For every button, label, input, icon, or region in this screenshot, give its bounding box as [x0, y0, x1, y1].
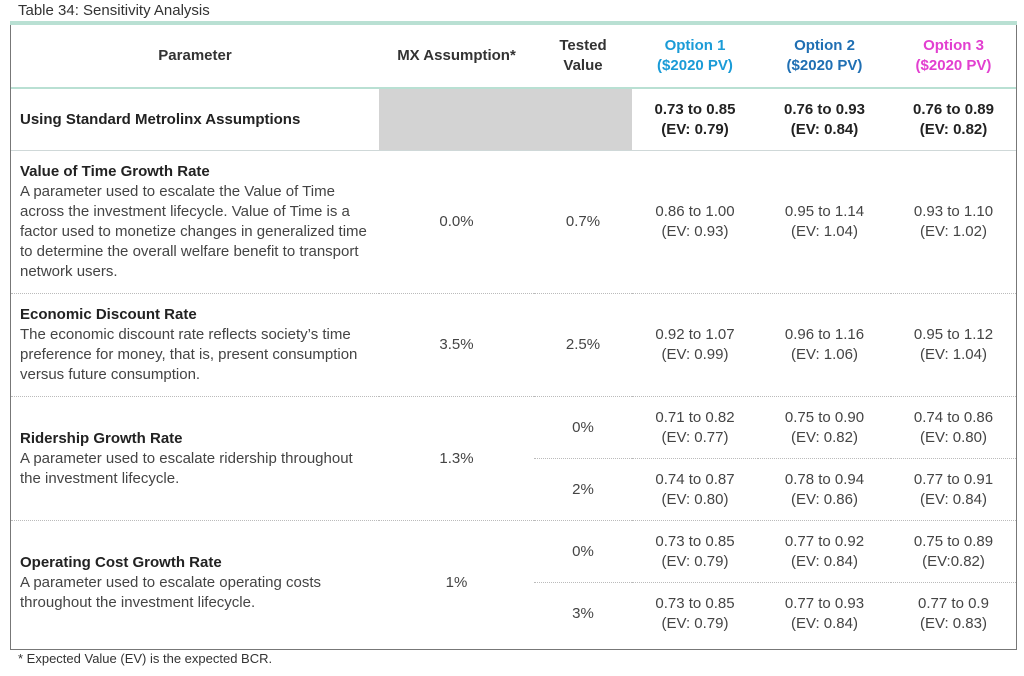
header-tested-line1: Tested	[559, 37, 607, 54]
cell-option-1: 0.74 to 0.87 (EV: 0.80)	[632, 459, 758, 521]
cell-option-1: 0.92 to 1.07 (EV: 0.99)	[632, 294, 758, 397]
cell-option-1: 0.71 to 0.82 (EV: 0.77)	[632, 397, 758, 459]
table-row	[11, 294, 1016, 397]
cell-option-3: 0.93 to 1.10 (EV: 1.02)	[891, 151, 1016, 294]
header-option-3-line2: ($2020 PV)	[915, 57, 992, 74]
cell-option-1: 0.86 to 1.00 (EV: 0.93)	[632, 151, 758, 294]
cell-tested-value: 0.7%	[534, 151, 632, 294]
header-tested-line2: Value	[563, 57, 603, 74]
cell-option-2: 0.95 to 1.14 (EV: 1.04)	[758, 151, 891, 294]
cell-option-2: 0.77 to 0.92 (EV: 0.84)	[758, 521, 891, 583]
cell-option-3: 0.77 to 0.9 (EV: 0.83)	[918, 594, 989, 632]
cell-option-1: 0.73 to 0.85 (EV: 0.79)	[632, 88, 758, 151]
parameter-title: Value of Time Growth Rate	[20, 163, 210, 180]
parameter-description	[11, 521, 379, 645]
table-row	[11, 397, 1016, 459]
header-option-2-line1: Option 2	[794, 37, 855, 54]
cell-mx-assumption: 0.0%	[379, 151, 534, 294]
cell-option-2: 0.76 to 0.93 (EV: 0.84)	[758, 88, 891, 151]
parameter-body: A parameter used to escalate the Value of Time across the investment lifecycle. Value of Time is a factor used to monetize changes in generalized time to determine the overall welfare benefit to transport network users.	[20, 183, 367, 280]
table-row	[11, 521, 1016, 583]
header-option-1-line1: Option 1	[664, 37, 726, 54]
cell-option-2: 0.78 to 0.94 (EV: 0.86)	[758, 459, 891, 521]
header-option-2	[758, 25, 891, 88]
header-option-3-line1: Option 3	[923, 37, 984, 54]
parameter-body: The economic discount rate reflects society’s time preference for money, that is, present consumption versus future consumption.	[20, 326, 358, 383]
cell-tested-value: 2%	[534, 459, 632, 521]
cell-option-3: 0.76 to 0.89 (EV: 0.82)	[891, 88, 1016, 151]
parameter-title: Ridership Growth Rate	[20, 429, 183, 447]
cell-option-2: 0.77 to 0.93 (EV: 0.84)	[784, 594, 865, 632]
header-mx-assumption: MX Assumption*	[379, 25, 534, 88]
grey-cell	[379, 88, 632, 151]
header-option-1	[632, 25, 758, 88]
cell-tested-value: 3%	[572, 604, 594, 622]
cell-option-3: 0.74 to 0.86 (EV: 0.80)	[891, 397, 1016, 459]
table-caption: Table 34: Sensitivity Analysis	[18, 2, 210, 19]
table-row	[11, 88, 1016, 151]
cell-option-3: 0.75 to 0.89 (EV:0.82)	[891, 521, 1016, 583]
header-parameter: Parameter	[11, 25, 379, 88]
cell-option-2: 0.75 to 0.90 (EV: 0.82)	[758, 397, 891, 459]
cell-tested-value: 0%	[534, 397, 632, 459]
cell-tested-value: 2.5%	[534, 294, 632, 397]
parameter-title: Operating Cost Growth Rate	[20, 553, 222, 571]
table-row	[11, 151, 1016, 294]
cell-option-3: 0.95 to 1.12 (EV: 1.04)	[891, 294, 1016, 397]
cell-mx-assumption: 1%	[445, 573, 468, 591]
sensitivity-table	[10, 25, 1017, 650]
header-row	[11, 25, 1016, 88]
cell-option-1: 0.73 to 0.85 (EV: 0.79)	[655, 594, 735, 632]
cell-option-1: 0.73 to 0.85 (EV: 0.79)	[632, 521, 758, 583]
parameter-body: A parameter used to escalate operating costs throughout the investment lifecycle.	[20, 573, 322, 611]
cell-mx-assumption: 1.3%	[379, 397, 534, 521]
header-tested-value	[534, 25, 632, 88]
header-option-3	[891, 25, 1016, 88]
cell-option-3: 0.77 to 0.91 (EV: 0.84)	[891, 459, 1016, 521]
parameter-body: A parameter used to escalate ridership throughout the investment lifecycle.	[20, 449, 353, 487]
footnote: * Expected Value (EV) is the expected BCR.	[18, 651, 273, 666]
cell-option-2: 0.96 to 1.16 (EV: 1.06)	[758, 294, 891, 397]
parameter-title: Economic Discount Rate	[20, 306, 197, 323]
parameter-description	[11, 294, 379, 397]
cell-tested-value: 0%	[534, 521, 632, 583]
header-option-1-line2: ($2020 PV)	[657, 57, 733, 74]
parameter-description	[11, 397, 379, 521]
cell-mx-assumption: 3.5%	[379, 294, 534, 397]
parameter-description	[11, 151, 379, 294]
row-label-standard: Using Standard Metrolinx Assumptions	[11, 88, 379, 151]
header-option-2-line2: ($2020 PV)	[786, 57, 863, 74]
